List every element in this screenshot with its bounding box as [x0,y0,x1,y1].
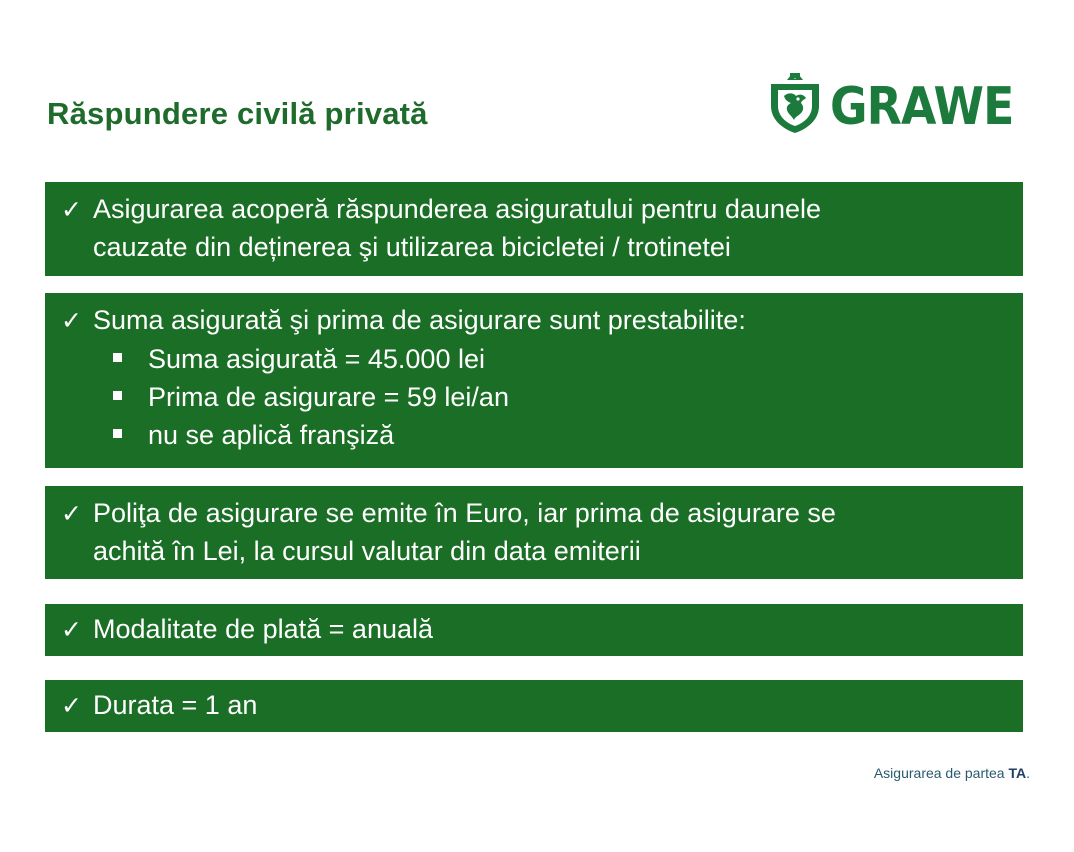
shield-crest-icon [768,72,822,134]
bullet-line [61,191,1007,229]
page-title: Răspundere civilă privată [47,96,428,131]
box-text: Durata = 1 an [93,690,258,720]
duration-box [45,680,1023,732]
sub-bullet-text: nu se aplică franşiză [148,420,395,450]
bullet-line [61,495,1007,533]
box-text: Modalitate de plată = anuală [93,614,434,644]
checkmark-icon: ✓ [61,500,82,528]
policy-currency-box [45,486,1023,579]
tagline-emphasis: TA [1008,765,1027,781]
sub-bullet-text: Prima de asigurare = 59 lei/an [148,382,509,412]
bullet-line-continued [61,533,1007,570]
tagline-text: Asigurarea de partea [873,765,1009,781]
grawe-logo [768,70,1039,137]
bullet-line-continued [61,229,1007,266]
bullet-line [61,687,1007,725]
sum-insured-box [45,293,1023,468]
bullet-line [61,611,1007,649]
sub-bullet-text: Suma asigurată = 45.000 lei [148,344,485,374]
checkmark-icon: ✓ [61,307,82,335]
box-text: Suma asigurată şi prima de asigurare sunt prestabilite: [93,305,746,335]
box-text: cauzate din deținerea şi utilizarea bicicletei / trotinetei [93,232,731,262]
sub-bullet [61,378,1007,416]
sub-bullet [61,416,1007,454]
square-bullet-icon [113,429,122,438]
bullet-line [61,302,1007,340]
checkmark-icon: ✓ [61,616,82,644]
payment-method-box [45,604,1023,656]
checkmark-icon: ✓ [61,196,82,224]
checkmark-icon: ✓ [61,692,82,720]
sub-bullet [61,340,1007,378]
square-bullet-icon [113,391,122,400]
square-bullet-icon [113,353,122,362]
brand-wordmark: GRAWE [830,77,1014,137]
box-text: achită în Lei, la cursul valutar din data emiterii [93,536,641,566]
coverage-info-box [45,182,1023,276]
tagline-end: . [1026,765,1030,781]
footer-tagline [874,765,1030,781]
box-text: Poliţa de asigurare se emite în Euro, iar prima de asigurare se [93,498,836,528]
box-text: Asigurarea acoperă răspunderea asiguratului pentru daunele [93,194,821,224]
